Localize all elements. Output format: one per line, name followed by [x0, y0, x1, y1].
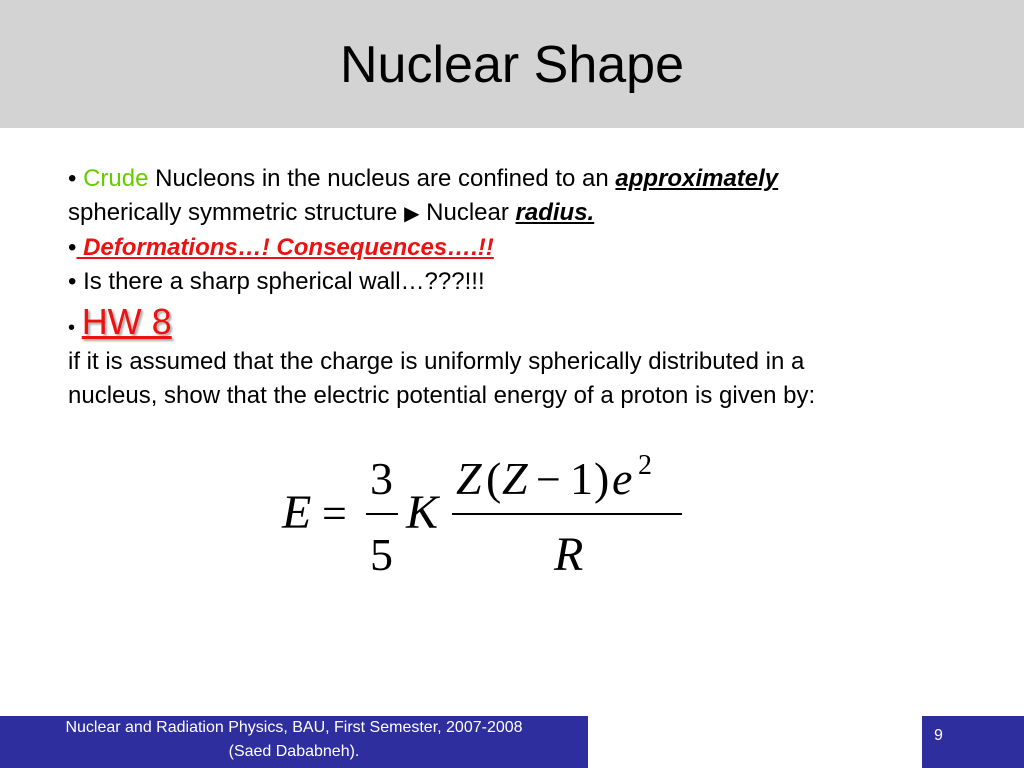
energy-equation — [270, 446, 690, 586]
bullet-3 — [68, 265, 968, 299]
hw-text-line-1: if it is assumed that the charge is uniformly spherically distributed in a — [68, 348, 805, 375]
eq-minus: − — [536, 455, 561, 504]
play-arrow-icon: ▶ — [404, 203, 420, 225]
slide-content — [68, 162, 968, 413]
slide-title: Nuclear Shape — [340, 36, 684, 94]
eq-e: e — [612, 453, 633, 504]
nuclear-word: Nuclear — [419, 199, 516, 226]
hw-text-line-2: nucleus, show that the electric potential energy of a proton is given by: — [68, 382, 816, 409]
deformations-text: Deformations…! Consequences….!! — [76, 234, 494, 261]
bullet: • — [68, 234, 77, 261]
bullet-1-line-1 — [68, 162, 968, 196]
eq-numerator-3: 3 — [370, 453, 393, 504]
radius-word: radius. — [515, 199, 595, 226]
eq-paren-close: ) — [594, 453, 610, 504]
eq-K: K — [406, 486, 439, 539]
bullet-2 — [68, 231, 968, 265]
approximately-word: approximately — [615, 165, 779, 192]
bullet: • — [68, 268, 77, 295]
bullet: • — [68, 317, 76, 339]
slide-number: 9 — [934, 727, 943, 744]
eq-Z: Z — [456, 453, 482, 504]
eq-one: 1 — [570, 453, 593, 504]
footer-line-1: Nuclear and Radiation Physics, BAU, First Semester, 2007-2008 — [65, 719, 523, 736]
eq-equals: = — [322, 489, 347, 538]
footer-line-2: (Saed Dababneh). — [228, 743, 360, 760]
bullet-1-line-2 — [68, 196, 968, 231]
bullet-4 — [68, 299, 968, 345]
hw-label: HW 8 — [81, 301, 172, 342]
slide-number-box — [922, 716, 1024, 768]
footer-credits — [0, 716, 588, 768]
eq-superscript: 2 — [638, 450, 652, 481]
sharp-wall-text: Is there a sharp spherical wall…???!!! — [76, 268, 485, 295]
eq-denominator-5: 5 — [370, 529, 393, 580]
crude-word: Crude — [83, 165, 149, 192]
eq-Z2: Z — [502, 453, 528, 504]
bullet: • — [68, 165, 77, 192]
bullet-1-line-2-text: spherically symmetric structure — [68, 199, 405, 226]
eq-R: R — [554, 528, 584, 581]
eq-E: E — [282, 486, 312, 539]
eq-paren-open: ( — [486, 453, 502, 504]
bullet-1-text: Nucleons in the nucleus are confined to an — [148, 165, 616, 192]
